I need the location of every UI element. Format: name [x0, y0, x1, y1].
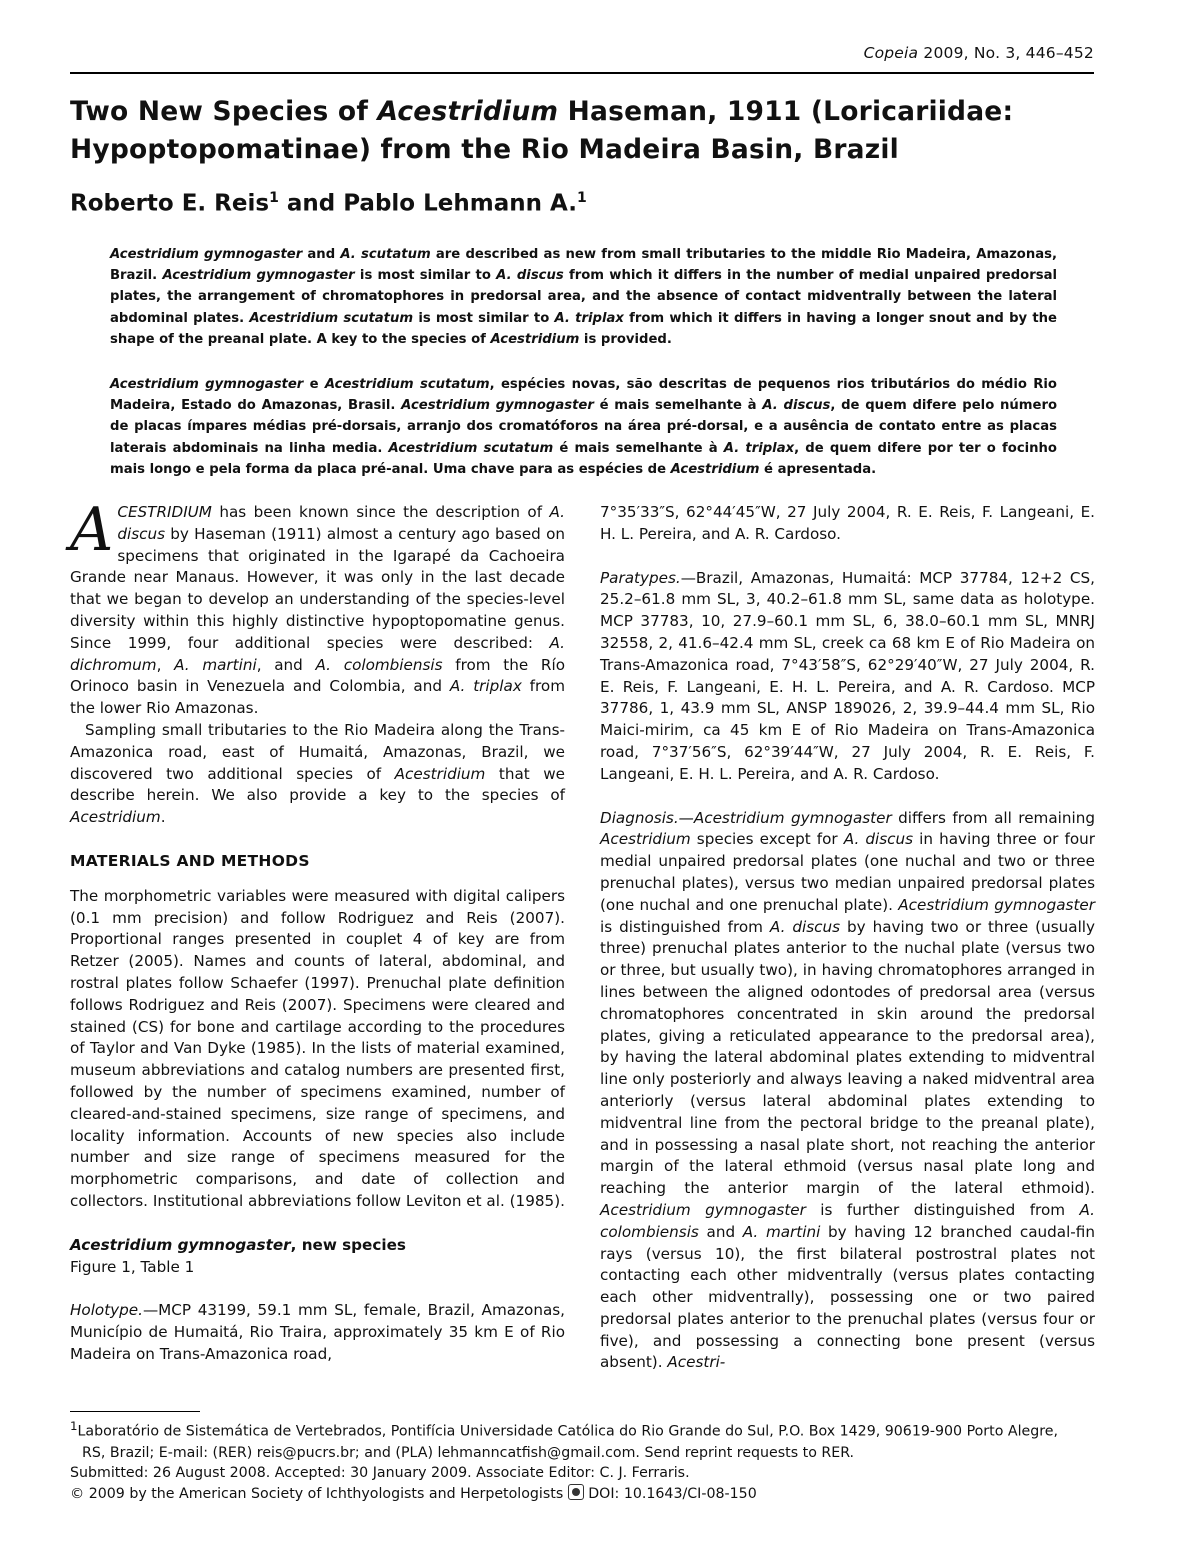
species-name: Acestri- [667, 1353, 726, 1372]
genus-name: Acestridium [394, 764, 486, 783]
text: is most similar to [354, 268, 497, 284]
species-name: Acestridium gymnogaster [401, 398, 594, 414]
species-name: Acestridium gymnogaster [110, 247, 303, 262]
text: that we describe herein. We also provide a key to the species of [70, 764, 565, 805]
text: from the lower Rio Amazonas. [70, 677, 566, 718]
species-name: Acestridium scutatum [249, 310, 414, 326]
author-conjunction: and [278, 190, 344, 217]
methods-paragraph: The morphometric variables were measured with digital calipers (0.1 mm precision) and follow Rodriguez and Reis (2007). Proportional ranges presented in couplet 4 of key are from Retzer (2005). Names and counts of lateral, abdominal, and rostral plates follow Schaefer (1997). Prenuchal plate definition follows Rodriguez and Reis (2007). Specimens were cleared and stained (CS) for bone and cartilage according to the procedures of Taylor and Van Dyke (1985). In the lists of material examined, museum abbreviations and catalog numbers are presented first, followed by the number of specimens examined, number of cleared-and-stained specimens, size range of specimens, and locality information. Accounts of new species also include number and size range of specimens measured for the morphometric comparisons, and date of collection and collectors. Institutional abbreviations follow Leviton et al. (1985). [70, 886, 565, 1210]
species-name: A. triplax [554, 310, 624, 326]
text: é mais semelhante à [593, 398, 763, 414]
paratypes-paragraph [600, 568, 1095, 786]
text: é mais semelhante à [553, 440, 724, 456]
text: , espécies novas, são descritas de pequenos rios tributários do médio Rio Madeira, Estado do Amazonas, Brasil. [110, 377, 1057, 414]
species-name: Acestridium gymnogaster [70, 1235, 291, 1254]
left-column [70, 495, 566, 1366]
text: and [698, 1222, 743, 1241]
journal-citation [864, 44, 1094, 62]
drop-cap: A [70, 495, 114, 565]
right-column [600, 502, 1095, 1374]
citation: 2009, No. 3, 446–452 [923, 44, 1094, 62]
article-title [70, 93, 1100, 169]
spacer [70, 1213, 565, 1235]
species-heading [70, 1235, 565, 1257]
genus-name: Acestridium [670, 461, 760, 477]
species-name: A. triplax [723, 440, 795, 456]
text: Laboratório de Sistemática de Vertebrados, Pontifícia Universidade Católica do Rio Grande do Sul, P.O. Box 1429, 90619-900 Porto Alegre, [77, 1423, 1059, 1440]
copyright-text: © 2009 by the American Society of Ichthyologists and Herpetologists [70, 1486, 564, 1503]
text: by having two or three (usually three) prenuchal plates anterior to the nuchal plate (versus two or three, but usually two), in having chromatophores arranged in lines between the aligned odontodes of predorsal area (versus chromatophores concentrated in skin around the predorsal plates, giving a reticulated appearance to the predorsal area), by having the lateral abdominal plates extending to midventral line only posteriorly and always leaving a naked midventral area anteriorly (versus lateral abdominal plates extending to midventral line from the pectoral bridge to the preanal plate), and in possessing a nasal plate short, not reaching the anterior margin of the lateral ethmoid (versus nasal plate long and reaching the anterior margin of the lateral ethmoid). [600, 917, 1095, 1198]
text: is further distinguished from [805, 1200, 1080, 1219]
author-name: Roberto E. Reis [70, 190, 270, 217]
species-name: Acestridium gymnogaster [898, 895, 1095, 914]
figure-refs: Figure 1, Table 1 [70, 1257, 195, 1276]
text: in having three or four medial unpaired predorsal plates (one nuchal and two or three prenuchal plates), versus two median unpaired predorsal plates (one nuchal and one prenuchal plate). [600, 830, 1095, 914]
text: from which it differs in having a longer snout and by the shape of the preanal plate. A key to the species of [110, 310, 1058, 347]
spacer [70, 873, 565, 886]
genus-name: CESTRIDIUM [117, 503, 212, 521]
species-name: A. triplax [449, 677, 522, 696]
spacer [70, 1278, 565, 1300]
affiliation-footnote-cont: RS, Brazil; E-mail: (RER) reis@pucrs.br; and (PLA) lehmanncatfish@gmail.com. Send reprint requests to RER. [82, 1444, 855, 1461]
text: is distinguished from [600, 917, 770, 936]
spacer [70, 829, 565, 851]
affiliation-footnote [70, 1416, 1100, 1443]
species-name: Acestridium gymnogaster [162, 268, 355, 284]
species-name: Acestridium gymnogaster [600, 1200, 806, 1219]
species-name: A. discus [496, 268, 564, 284]
title-part: Haseman, 1911 (Loricariidae: Hypoptopomatinae) from the Rio Madeira Basin, Brazil [70, 96, 1014, 165]
species-name: A. dichromum [70, 633, 565, 674]
spacer [600, 786, 1095, 808]
species-name: Acestridium scutatum [388, 440, 554, 456]
genus-name: Acestridium [70, 808, 161, 827]
text: differs from all remaining [891, 808, 1095, 827]
species-name: A. martini [174, 655, 257, 674]
species-name: A. discus [843, 830, 914, 849]
text: has been known since the description of [211, 503, 550, 521]
holotype-paragraph [70, 1300, 565, 1365]
author-name: Pablo Lehmann A. [343, 190, 577, 217]
text: , and [256, 655, 316, 674]
species-name: Acestridium gymnogaster [693, 808, 892, 827]
header-rule [70, 72, 1094, 74]
holotype-label: Holotype. [70, 1301, 143, 1320]
species-name: Acestridium gymnogaster [110, 377, 304, 392]
title-genus: Acestridium [377, 96, 559, 127]
diagnosis-paragraph [600, 808, 1095, 1375]
footnote-mark: 1 [70, 1419, 78, 1433]
diagnosis-label: Diagnosis.— [600, 808, 694, 827]
paratypes-label: Paratypes. [600, 568, 681, 587]
genus-name: Acestridium [490, 331, 580, 347]
spacer [600, 546, 1095, 568]
journal-name: Copeia [863, 44, 919, 62]
text: is provided. [579, 331, 672, 347]
abstract-english [110, 244, 1057, 350]
affiliation-mark: 1 [269, 190, 279, 206]
text: é apresentada. [759, 461, 877, 477]
text: Sampling small tributaries to the Rio Madeira along the Trans-Amazonica road, east of Humaitá, Amazonas, Brazil, we discovered two additional species of [70, 720, 565, 783]
abstract-portuguese [110, 374, 1057, 480]
text: —MCP 43199, 59.1 mm SL, female, Brazil, Amazonas, Município de Humaitá, Rio Traira, approximately 35 km E of Rio Madeira on Trans-Amazonica road, [70, 1301, 565, 1363]
text: is most similar to [413, 310, 555, 326]
title-part: Two New Species of [70, 96, 378, 127]
intro-paragraph [70, 720, 565, 829]
text: from which it differs in the number of medial unpaired predorsal plates, the arrangement of chromatophores in predorsal area, and the absence of contact midventrally between the lateral abdominal plates. [110, 268, 1058, 326]
species-name: A. scutatum [340, 247, 431, 262]
text: by having 12 branched caudal-fin rays (versus 10), the first bilateral postrostral plates not contacting each other midventrally (versus plates contacting each other midventrally), possessing one or two paired predorsal plates anterior to the prenuchal plates (versus four or five), and possessing a connecting bone present (versus absent). [600, 1222, 1095, 1372]
text: —Brazil, Amazonas, Humaitá: MCP 37784, 12+2 CS, 25.2–61.8 mm SL, 3, 40.2–61.8 mm SL, same data as holotype. MCP 37783, 10, 27.9–60.1 mm SL, 6, 38.0–60.1 mm SL, MNRJ 32558, 2, 41.6–42.4 mm SL, creek ca 68 km E of Rio Madeira on Trans-Amazonica road, 7°43′58″S, 62°29′40″W, 27 July 2004, R. E. Reis, F. Langeani, E. H. L. Pereira, and A. R. Cardoso. MCP 37786, 1, 43.9 mm SL, ANSP 189026, 2, 39.9–44.4 mm SL, Rio Maici-mirim, ca 45 km E of Rio Madeira on Trans-Amazonica road, 7°37′56″S, 62°39′44″W, 27 July 2004, R. E. Reis, F. Langeani, E. H. L. Pereira, and A. R. Cardoso. [600, 568, 1095, 783]
species-name: A. martini [742, 1222, 821, 1241]
text: , de quem difere por ter o focinho mais longo e pela forma da placa pré-anal. Uma chave para as espécies de [110, 440, 1057, 477]
doi: DOI: 10.1643/CI-08-150 [588, 1486, 757, 1503]
species-name: Acestridium scutatum [324, 377, 490, 392]
text: , new species [290, 1235, 406, 1254]
text: e [303, 377, 325, 392]
holotype-continued: 7°35′33″S, 62°44′45″W, 27 July 2004, R. E. Reis, F. Langeani, E. H. L. Pereira, and A. R. Cardoso. [600, 503, 1095, 543]
species-name: A. colombiensis [600, 1200, 1095, 1241]
species-name: A. colombiensis [315, 655, 443, 674]
text: . [160, 808, 166, 827]
crossref-logo-icon [568, 1484, 584, 1500]
species-name: A. discus [769, 917, 841, 936]
authors [70, 190, 587, 217]
species-name: A. discus [762, 398, 831, 414]
text: by Haseman (1911) almost a century ago based on specimens that originated in the Igarapé da Cachoeira Grande near Manaus. However, it was only in the last decade that we began to develop an understanding of the species-level diversity within this highly distinctive hypoptopomatine genus. Since 1999, four additional species were described: [70, 524, 565, 652]
text: , de quem difere pelo número de placas ímpares médias pré-dorsais, arranjo dos cromatóforos na área pré-dorsal, e a ausência de contato entre as placas laterais abdominais na linha media. [110, 398, 1058, 456]
text: from the Río Orinoco basin in Venezuela and Colombia, and [70, 655, 565, 696]
text: species except for [690, 830, 844, 849]
text: and [302, 247, 341, 262]
copyright-line [70, 1484, 1100, 1505]
footnotes [70, 1416, 1100, 1505]
footnote-rule [70, 1411, 200, 1412]
genus-name: Acestridium [600, 830, 691, 849]
text: are described as new from small tributaries to the middle Rio Madeira, Amazonas, Brazil. [110, 247, 1057, 284]
species-name: A. discus [117, 503, 565, 543]
section-heading: MATERIALS AND METHODS [70, 851, 310, 870]
affiliation-mark: 1 [576, 190, 587, 206]
intro-paragraph [70, 495, 566, 720]
submission-dates: Submitted: 26 August 2008. Accepted: 30 January 2009. Associate Editor: C. J. Ferraris. [70, 1465, 690, 1482]
text: , [156, 655, 175, 674]
